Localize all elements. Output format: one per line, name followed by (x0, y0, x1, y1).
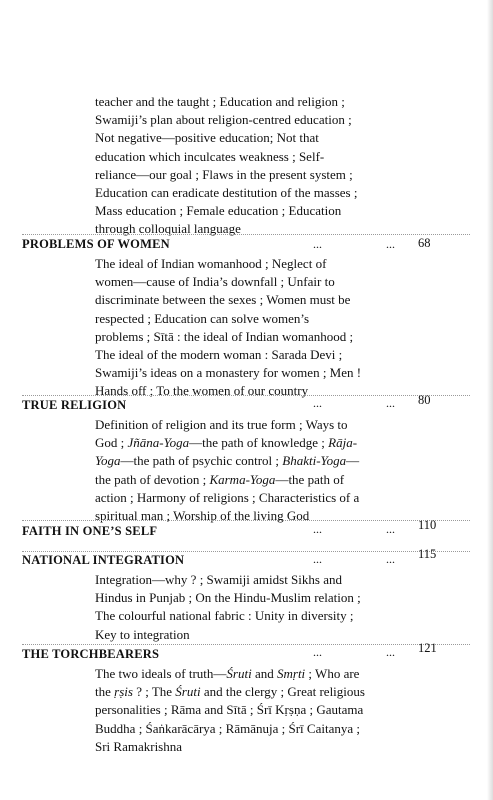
page-number: 121 (418, 641, 437, 655)
description-line: Definition of religion and its true form ; Ways to (95, 417, 348, 432)
description-line: Key to integration (95, 626, 190, 642)
leader-dots: ... (386, 552, 395, 566)
description-line: the path of devotion ; Karma-Yoga—the path of (95, 471, 345, 487)
page-number: 80 (418, 393, 431, 407)
description-line: Not negative—positive education; Not that (95, 130, 319, 146)
section-title-faith-in-ones-self: FAITH IN ONE’S SELF (22, 524, 158, 538)
description-line: Hindus in Punjab ; On the Hindu-Muslim relation ; (95, 590, 361, 606)
section-title-national-integration: NATIONAL INTEGRATION (22, 553, 185, 567)
leader-dots: ... (386, 237, 395, 251)
description-line: God ; Jñāna-Yoga—the path of knowledge ; Rāja- (95, 435, 358, 451)
leader-dots: ... (313, 396, 322, 410)
page-number: 68 (418, 236, 431, 250)
section-title-problems-of-women: PROBLEMS OF WOMEN (22, 237, 170, 251)
description-line: Sri Ramakrishna (95, 738, 183, 754)
description-line: The two ideals of truth—Śruti and Smṛti ; Who are (95, 666, 360, 681)
scan-edge-shadow (487, 0, 493, 800)
description-line: women—cause of India’s downfall ; Unfair to (95, 274, 335, 290)
section-title-the-torchbearers: THE TORCHBEARERS (22, 647, 160, 661)
description-line: action ; Harmony of religions ; Characteristics of a (95, 489, 360, 505)
section-description (95, 255, 385, 401)
section-title-true-religion: TRUE RELIGION (22, 398, 127, 412)
leader-dots: ... (386, 645, 395, 659)
description-line: through colloquial language (95, 221, 241, 237)
description-line: teacher and the taught ; Education and religion ; (95, 94, 345, 109)
section-divider (22, 551, 470, 552)
description-line: The ideal of Indian womanhood ; Neglect of (95, 256, 327, 271)
description-line: reliance—our goal ; Flaws in the present system ; (95, 166, 353, 182)
description-line: the ṛṣis ? ; The Śruti and the clergy ; Great religious (95, 684, 365, 700)
section-divider (22, 520, 470, 521)
continued-entry-description (95, 93, 385, 239)
description-line: The ideal of the modern woman : Sarada Devi ; (95, 347, 343, 363)
description-line: Integration—why ? ; Swamiji amidst Sikhs and (95, 572, 342, 587)
leader-dots: ... (386, 522, 395, 536)
leader-dots: ... (313, 522, 322, 536)
page-number: 115 (418, 547, 437, 561)
description-line: The colourful national fabric : Unity in diversity ; (95, 608, 354, 624)
description-line: Hands off ; To the women of our country (95, 383, 309, 399)
description-line: personalities ; Rāma and Sītā ; Śrī Kṛṣṇa ; Gautama (95, 702, 364, 718)
section-description (95, 571, 385, 644)
section-divider (22, 644, 470, 645)
description-line: discriminate between the sexes ; Women must be (95, 292, 351, 308)
description-line: Swamiji’s ideas on a monastery for women ; Men ! (95, 365, 362, 381)
description-line: respected ; Education can solve women’s (95, 310, 310, 326)
description-line: Buddha ; Śaṅkarācārya ; Rāmānuja ; Śrī Caitanya ; (95, 720, 360, 736)
description-line: Education can eradicate destitution of the masses ; (95, 185, 358, 201)
description-line: spiritual man ; Worship of the living God (95, 508, 310, 524)
leader-dots: ... (313, 237, 322, 251)
description-line: education which inculcates weakness ; Self- (95, 148, 325, 164)
section-divider (22, 234, 470, 235)
section-description (95, 665, 385, 756)
description-line: problems ; Sītā : the ideal of Indian womanhood ; (95, 328, 354, 344)
leader-dots: ... (313, 645, 322, 659)
description-line: Yoga—the path of psychic control ; Bhakti-Yoga— (95, 453, 360, 469)
section-description (95, 416, 385, 525)
page-number: 110 (418, 518, 437, 532)
leader-dots: ... (313, 552, 322, 566)
description-line: Mass education ; Female education ; Education (95, 203, 342, 219)
description-line: Swamiji’s plan about religion-centred education ; (95, 112, 352, 128)
leader-dots: ... (386, 396, 395, 410)
section-divider (22, 395, 470, 396)
